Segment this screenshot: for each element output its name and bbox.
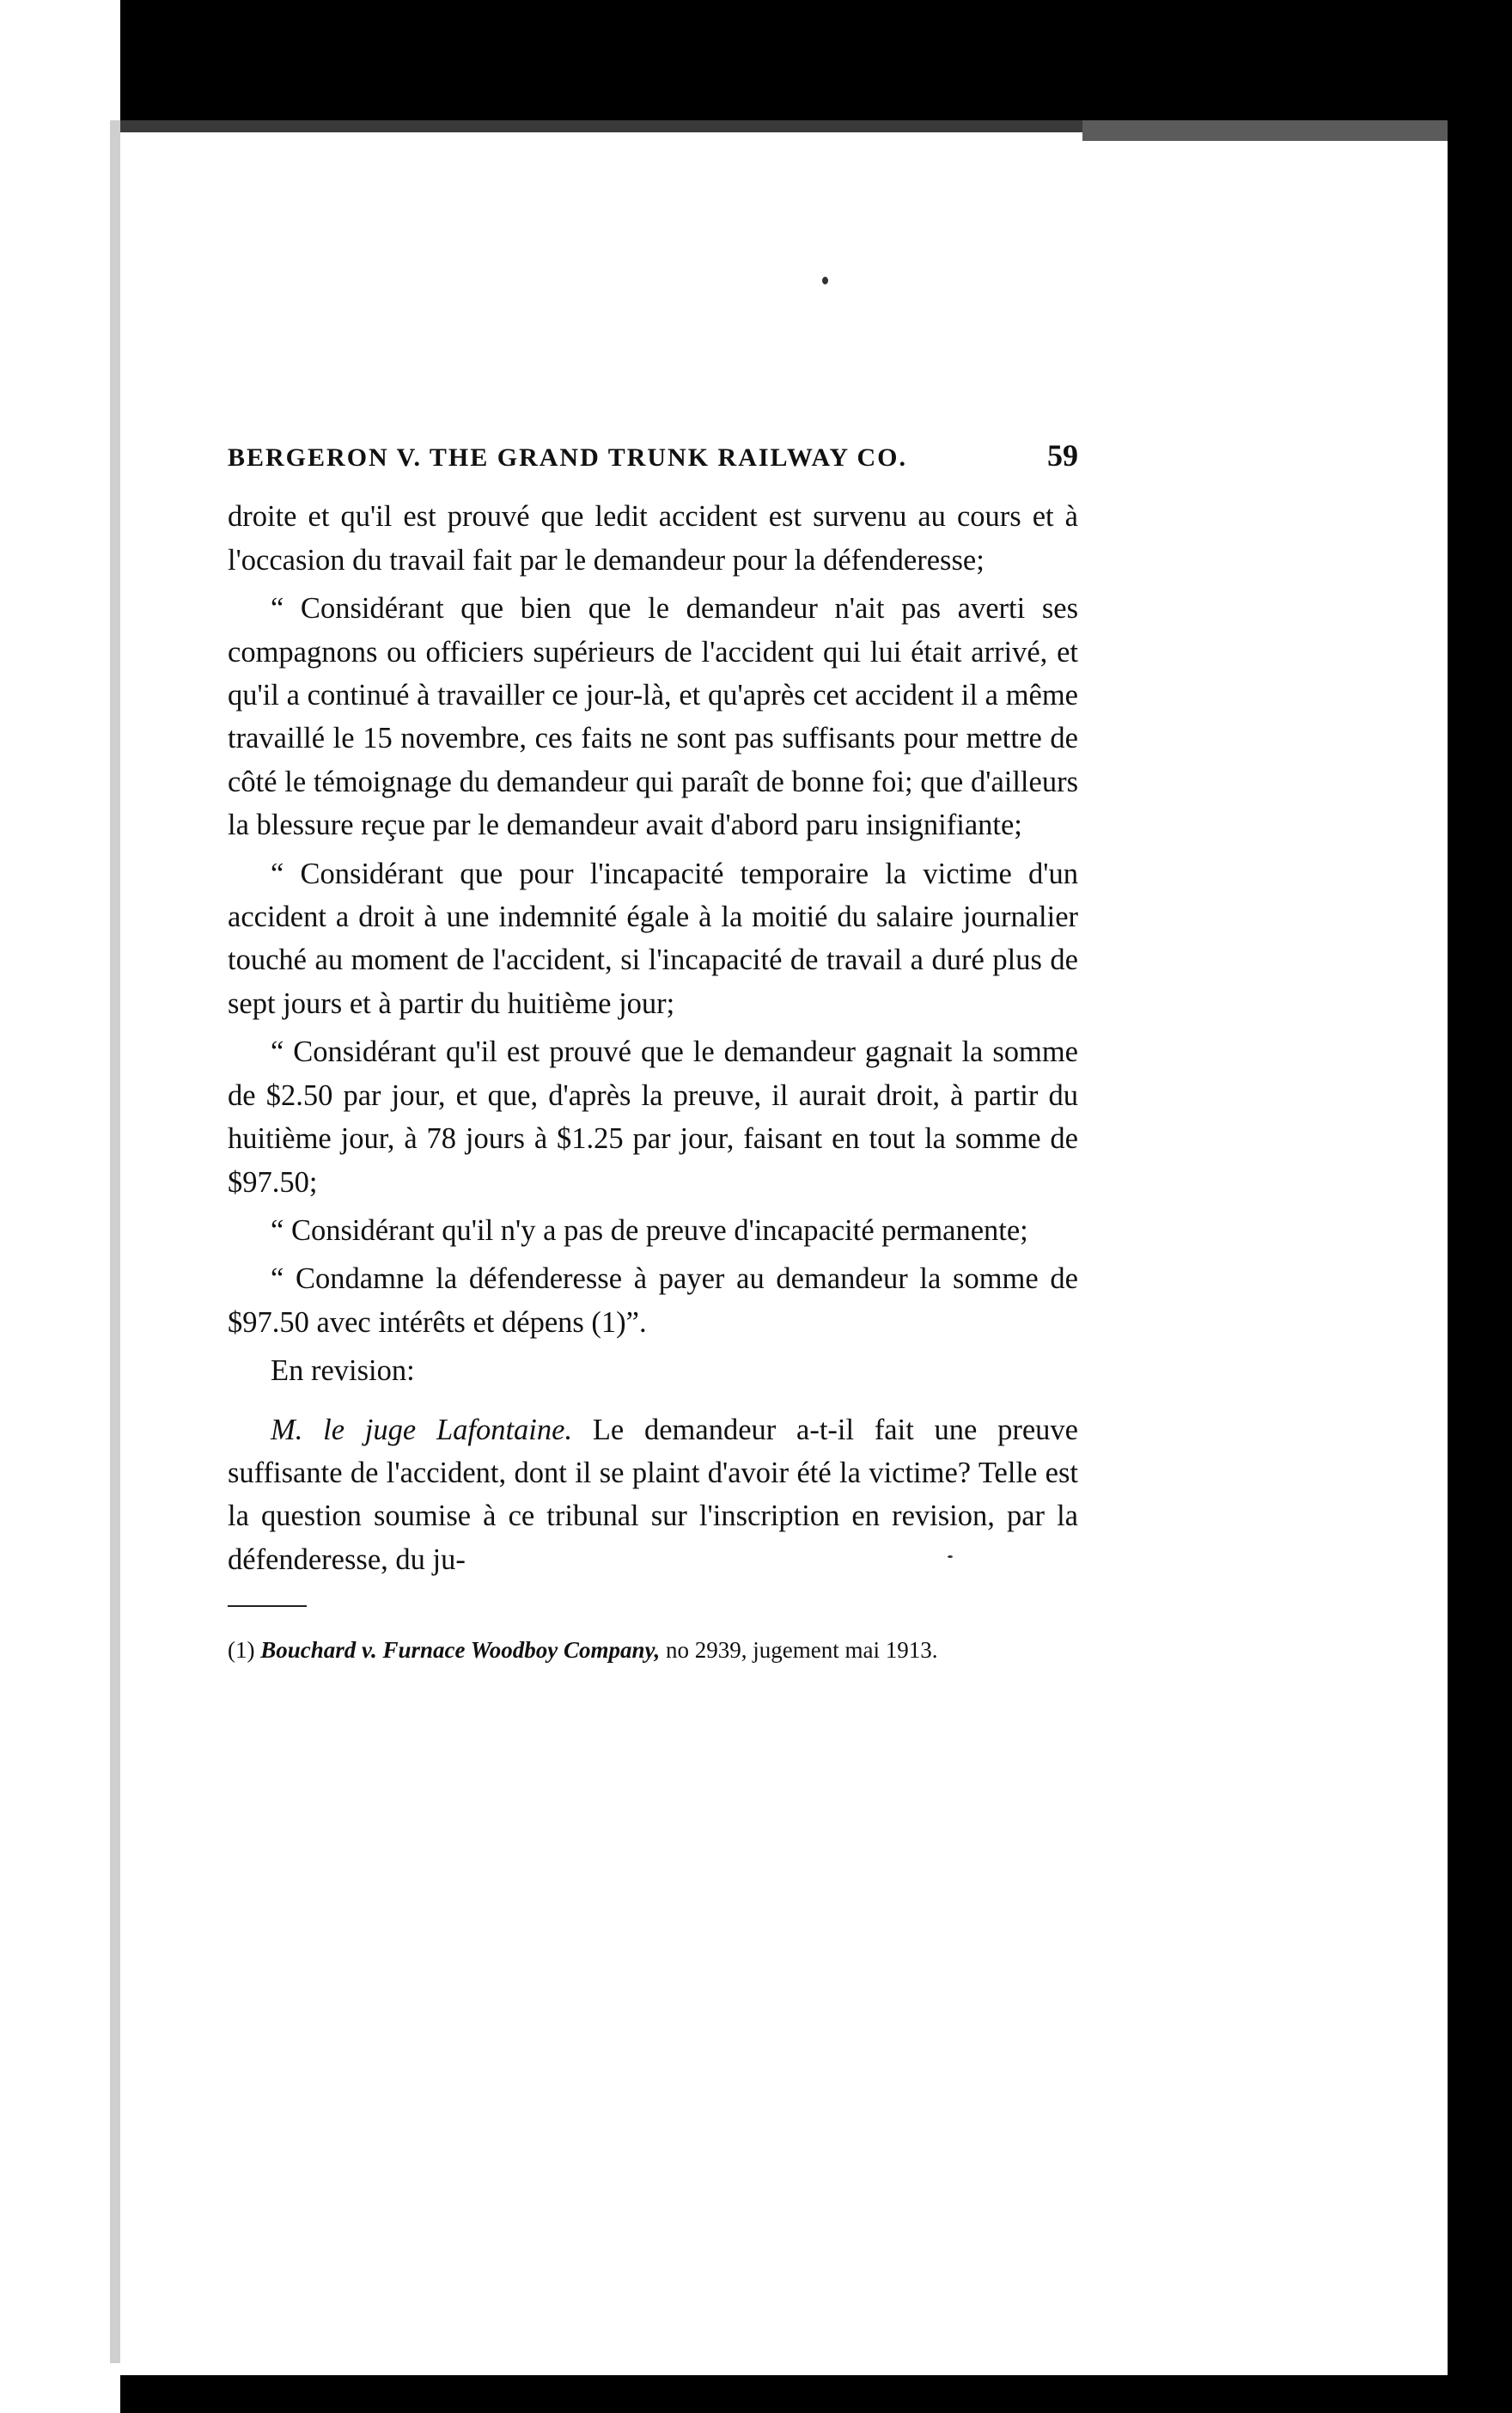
footnote-case-name: Bouchard v. Furnace Woodboy Company, bbox=[260, 1637, 661, 1664]
paragraph-considerant: “ Considérant qu'il est prouvé que le demandeur gagnait la somme de $2.50 par jour, et que, d'après la preuve, il aurait droit, à partir du huitième jour, à 78 jours à $1.25 par jour, faisant en tout la somme de $97.50; bbox=[228, 1035, 1078, 1199]
paragraph-considerant: “ Considérant qu'il n'y a pas de preuve d'incapacité permanente; bbox=[271, 1213, 1028, 1247]
footnote-text: no 2939, jugement mai 1913. bbox=[660, 1637, 938, 1664]
paragraph-considerant: “ Considérant que pour l'incapacité temporaire la victime d'un accident a droit à une indemnité égale à la moitié du salaire journalier touché au moment de l'accident, si l'incapacité de travail a duré plus de sept jours et à partir du huitième jour; bbox=[228, 857, 1078, 1020]
paragraph-considerant: “ Considérant que bien que le demandeur n'ait pas averti ses compagnons ou officiers supérieurs de l'accident qui lui était arrivé, et qu'il a continué à travailler ce jour-là, et qu'après cet accident il a même travaillé le 15 novembre, ces faits ne sont pas suffisants pour mettre de côté le témoignage du demandeur qui paraît de bonne foi; que d'ailleurs la blessure reçue par le demandeur avait d'abord paru insignifiante; bbox=[228, 592, 1078, 842]
dust-speck bbox=[822, 277, 828, 284]
page-content bbox=[228, 434, 1078, 1665]
judge-opinion-text: Le demandeur a-t-il fait une preuve suffisante de l'accident, dont il se plaint d'avoir été la victime? Telle est la question soumise à ce tribunal sur l'inscription en revision, par la défenderesse, du ju- bbox=[228, 1413, 1078, 1576]
paragraph-en-revision: En revision: bbox=[271, 1354, 415, 1388]
footnote-rule bbox=[228, 1605, 307, 1607]
paragraph-condamne: “ Condamne la défenderesse à payer au demandeur la somme de $97.50 avec intérêts et dépens (1)”. bbox=[228, 1262, 1078, 1339]
page-top-shadow bbox=[1082, 120, 1448, 141]
page-number: 59 bbox=[1047, 438, 1078, 473]
footnote-marker: (1) bbox=[228, 1637, 255, 1664]
paragraph-continuation: droite et qu'il est prouvé que ledit accident est survenu au cours et à l'occasion du travail fait par le demandeur pour la défenderesse; bbox=[228, 500, 1078, 577]
paragraph-judge-opinion bbox=[228, 1408, 1078, 1582]
footnote bbox=[228, 1634, 1078, 1665]
running-head bbox=[228, 434, 1078, 480]
running-head-title: BERGERON V. THE GRAND TRUNK RAILWAY CO. bbox=[228, 443, 907, 472]
left-page-edge bbox=[0, 0, 120, 2413]
judge-name: M. le juge Lafontaine. bbox=[271, 1413, 573, 1446]
